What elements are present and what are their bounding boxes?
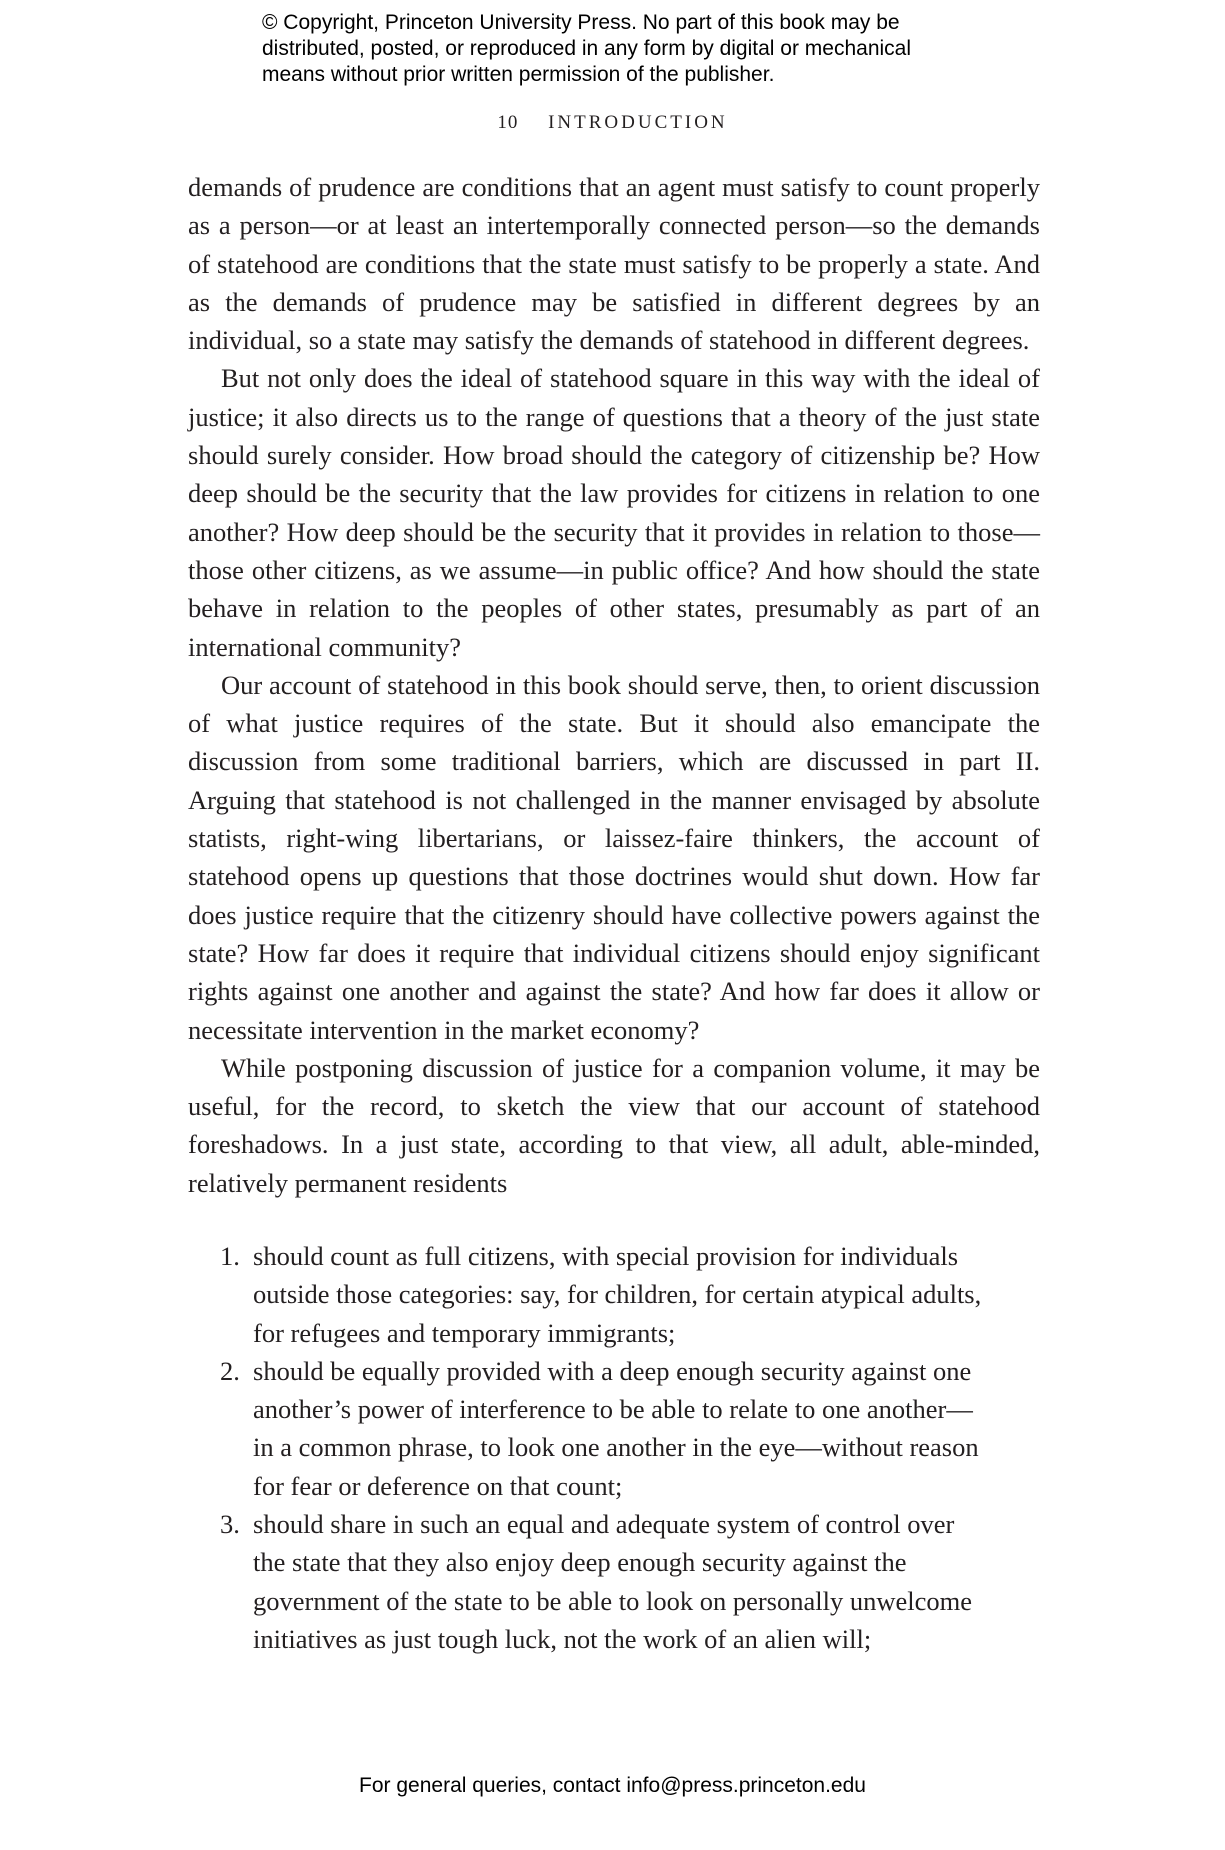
copyright-notice bbox=[262, 10, 1022, 88]
copyright-line: distributed, posted, or reproduced in any form by digital or mechanical bbox=[262, 37, 912, 60]
paragraph: Our account of statehood in this book should serve, then, to orient discussion of what justice requires of the state. But it should also emancipate the discussion from some traditional barriers, which are discussed in part II. Arguing that statehood is not challenged in the manner envisaged by absolute statists, right-wing libertarians, or laissez-faire thinkers, the account of statehood opens up questions that those doctrines would shut down. How far does justice require that the citizenry should have collective powers against the state? How far does it require that individual citizens should enjoy significant rights against one another and against the state? And how far does it allow or necessitate intervention in the market economy? bbox=[188, 669, 1040, 1045]
running-head bbox=[0, 112, 1225, 134]
list-item-line: for refugees and temporary immigrants; bbox=[253, 1317, 676, 1348]
copyright-line: © Copyright, Princeton University Press. No part of this book may be bbox=[262, 11, 900, 34]
list-item-line: should share in such an equal and adequate system of control over bbox=[253, 1509, 955, 1540]
list-item bbox=[188, 1505, 1040, 1658]
footer-contact: For general queries, contact info@press.princeton.edu bbox=[359, 1774, 866, 1797]
list-item-line: government of the state to be able to look on personally unwelcome bbox=[253, 1585, 972, 1616]
paragraph: demands of prudence are conditions that an agent must satisfy to count properly as a person—or at least an intertemporally connected person—so the demands of statehood are conditions that the state must satisfy to be properly a state. And as the demands of prudence may be satisfied in different degrees by an individual, so a state may satisfy the demands of statehood in different degrees. bbox=[188, 172, 1040, 356]
list-item-number: 1. bbox=[220, 1241, 240, 1271]
numbered-list bbox=[188, 1237, 1040, 1658]
list-item-line: another’s power of interference to be able to relate to one another— bbox=[253, 1394, 973, 1425]
list-item-line: for fear or deference on that count; bbox=[253, 1470, 623, 1501]
section-title: INTRODUCTION bbox=[548, 112, 728, 133]
copyright-line: means without prior written permission of the publisher. bbox=[262, 63, 775, 86]
list-item-line: outside those categories: say, for children, for certain atypical adults, bbox=[253, 1279, 982, 1310]
list-item bbox=[188, 1352, 1040, 1505]
list-item-line: in a common phrase, to look one another in the eye—without reason bbox=[253, 1432, 979, 1463]
body-text bbox=[188, 168, 1040, 1202]
list-item-line: should count as full citizens, with special provision for individuals bbox=[253, 1241, 959, 1271]
list-item-line: the state that they also enjoy deep enough security against the bbox=[253, 1547, 907, 1578]
list-item-line: should be equally provided with a deep enough security against one bbox=[253, 1355, 972, 1386]
list-item bbox=[188, 1237, 1040, 1352]
list-item-number: 2. bbox=[220, 1355, 240, 1386]
list-item-number: 3. bbox=[220, 1509, 240, 1540]
page-number: 10 bbox=[497, 112, 519, 133]
paragraph: While postponing discussion of justice for a companion volume, it may be useful, for the record, to sketch the view that our account of statehood foreshadows. In a just state, according to that view, all adult, able-minded, relatively permanent residents bbox=[188, 1052, 1040, 1198]
paragraph: But not only does the ideal of statehood square in this way with the ideal of justice; it also directs us to the range of questions that a theory of the just state should surely consider. How broad should the category of citizenship be? How deep should be the security that the law provides for citizens in relation to one another? How deep should be the security that it provides in relation to those—those other citizens, as we assume—in public office? And how should the state behave in relation to the peoples of other states, presumably as part of an international community? bbox=[188, 363, 1040, 662]
list-item-line: initiatives as just tough luck, not the work of an alien will; bbox=[253, 1623, 872, 1654]
